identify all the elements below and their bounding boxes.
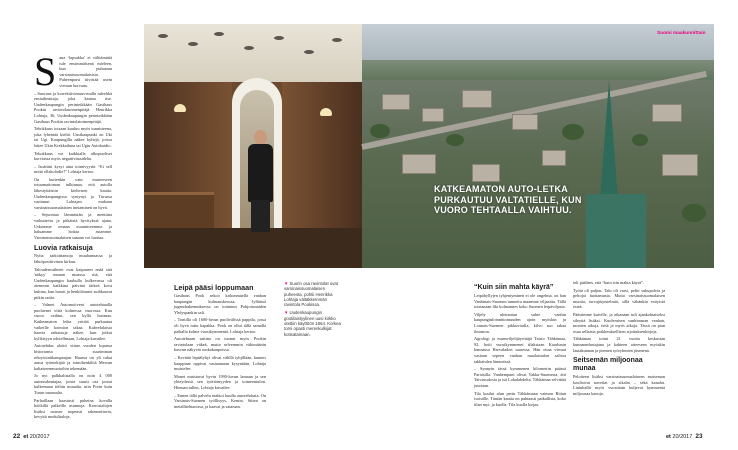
- body-paragraph: Jo nyt palkkalistalla on noin 4 000 autonrakentajaa, joista suurit osa joutui kulkemaan töihin muualta, niin Porin kuin Turun suunnalta.: [34, 373, 112, 396]
- person-legs: [251, 200, 270, 232]
- body-paragraph: Työtä oli paljon. Talo oli varsi, peltti sukupolvia ja peltojat luottamusta. Mutta varsinaissuomalaisen muotia, turvajärjestelmiä, sillä vähänkin esityistä esteä.: [573, 287, 665, 310]
- body-paragraph: – Tontilla oli 1600-luvun puolivälissä pappila, jossa oli hyvä tuttu kapakka. Pook on ollut tällä samalla paikalla kolme vuosikymmentä, Lohtaja kertoo.: [174, 317, 266, 334]
- body-paragraph: On kuitenkin vain murteeseen totuumattoman tulkinnaa, että autolla lähestyttäisiin kielteisen kautta. Uudenkaupungissa syntynyt ja Turussa varttunut Lohtajan mukaan varsinaissuomalaisten inetaminen on hyvä.: [34, 176, 112, 210]
- body-paragraph: Autotehtaan sattina on tuonut myös Pookin ravintolaan väkeä, mutta selvemmin väkimäärän kasvun näkyvät ruokakaupoissa.: [174, 336, 266, 353]
- section-heading: Seitsemän miljoonaa munaa: [573, 357, 643, 373]
- tree: [632, 134, 648, 146]
- issue-number: 20/2017: [672, 434, 693, 440]
- issue-number: 20/2017: [29, 434, 50, 440]
- building: [662, 154, 698, 176]
- body-paragraph: Tila kuului alun perin Tähkämaan vaimon Riitan isoisälle. Tämän kautta on puhtaasti paikallista, koko tilan myi, ja kuolla. Tila kuolla kirjaa.: [474, 390, 566, 407]
- person-head: [254, 130, 267, 145]
- tree: [682, 204, 706, 222]
- building: [472, 164, 500, 182]
- pull-quote: KATKEAMATON AUTO-LETKA PURKAUTUU VALTATIELLE, KUN VUORO TEHTAALLA VAIHTUU.: [434, 184, 582, 215]
- church-roof: [586, 194, 646, 268]
- tree: [370, 124, 390, 138]
- footer-left: [13, 433, 50, 440]
- body-paragraph: – Suoruus ja korrektiivimuus-mulla tuleehkä ensiaiheuttaja, joka kantaa itse. Uudenkaupungin perinteikkään Gasthaus Pookin ravintolatoimenpitäjä Henrikka Lohtaja, 36, Uudenkaupungin perinteikkään Gasthaus Pookin ravintolatoimenpitäjä.: [34, 90, 112, 124]
- caption-arrow-icon: ▼: [284, 281, 289, 286]
- page-number: 23: [695, 433, 703, 440]
- bird-decoration: [214, 32, 224, 36]
- section-heading: Leipä pääsi loppumaan: [174, 283, 254, 292]
- body-paragraph: Monet muistavat hyvin 1990-luvun lamaan ja sen yhteydessä sen työttömyyden ja toimeentulon. Hieman tullen, Lohtaja kuvailee.: [174, 373, 266, 390]
- body-paragraph: – Kevättä lepäälyhyt olivat välillä tyhjillään, kunnes kauppiaat oppivat vastaamaan kysyntään, Lohtaja muistelee.: [174, 354, 266, 372]
- article-column-mid: [174, 280, 266, 412]
- building: [512, 114, 538, 130]
- restaurant-interior-photo: [144, 24, 362, 268]
- horizon: [362, 60, 714, 82]
- bird-decoration: [158, 34, 168, 38]
- counter: [144, 192, 214, 228]
- building: [382, 94, 410, 110]
- footer-right: [666, 433, 703, 440]
- body-paragraph: – Isoäitini kysyi aina toimivyyttä. “Ei sell mittä ollakolodie?” Lohtaja kertoo.: [34, 163, 112, 175]
- caption-aerial: ▼ Uudenkaupungin gootilaistyylinen uusi kirkko otettiin käyttöön 1864. Korkea torni opasti merenkulkijat kotisatamaan.: [284, 310, 341, 337]
- body-paragraph: Tehokkuus toisaan kuuluu myös tunnisteena, joka lyhentää kieltä. Uusikaupunki on Uki tai Ugi. Kaupungilla näkee kyltejä, joissa lukee Ukin Krekkailuna tai Ugin Autobaidio.: [34, 126, 112, 148]
- body-paragraph: Taloudenvaihteet ovat kaipaneet enää sitä 'näkyy' muuan muassa ritä, että Uudenkaupungin kauhulla kulkevassa oli aiemmin kaikkina päivinä tärkeä kova kuhina, kun bussit ja henkilöautot suihkaavat pitkin rattia.: [34, 266, 112, 300]
- article-column-right-1: [474, 280, 566, 412]
- drop-cap: S: [34, 49, 57, 94]
- sky: [362, 24, 714, 62]
- tree: [562, 124, 584, 140]
- section-heading: Luovia ratkaisuja: [34, 243, 93, 253]
- article-column-right-2: [573, 280, 665, 412]
- floor: [144, 228, 362, 268]
- body-paragraph: – Synnyin tässä kymmenen kilometrin päässä Paraisilla. Vanhempani olivat Vakka-Suomesta, äiti Taivassalosta ja isä Lokalahdelta, Tähkämaa selvittää juuriaan.: [474, 366, 566, 388]
- person-body: [248, 144, 273, 202]
- photo-captions: [284, 281, 342, 340]
- bird-decoration: [304, 50, 314, 54]
- body-paragraph: – Ennen tällä palvelu mahtoi kuulla autotehdasta. On Varsinais-Suomen työllisyys, Kemin, Sitten on metallitehtaoissa, ja kaavat ja sataman.: [174, 392, 266, 409]
- church-spire: [600, 80, 618, 200]
- intro-paragraph: ana ‘lapsakka’ ei välttämättä tule ensimmäisenä mieleen, kun puhutaan varsinaissuomalaisista. Puheenparsi tiivistää usein vieraan korvaan.: [59, 55, 112, 88]
- body-paragraph: Pelotteen lisäksi varsinaissuomalaiseen maiseman koulisivat navettat ja sikalat – sekä kanalat. Lintuhallit myös vuosittain kuljevat kymmeniä miljoonaa kanoja.: [573, 374, 665, 396]
- body-paragraph: Agrologi ja maanviljelijäyrittäjä Taisto Tähkämaa, 92, hoiti vuosikymmenet tilaksiaan Kaarlunin kunnassa Harvaladon saaressa. Hän ottaa vieraat vastaan sepeen vanhan maalaistalon salissa takkatulen lämmössä.: [474, 336, 566, 364]
- tree: [446, 134, 464, 146]
- body-paragraph: Autotehdas aloitti viime vuoden lopussa historiansa suurimman rekrytointikampanjan. Haussa on yli tuhat autoa työntekijää ja toimihenkilöä Mersun kaltaiseenmuotoihin tekemään.: [34, 343, 112, 371]
- building: [542, 150, 566, 166]
- page-number: 22: [13, 433, 21, 440]
- magazine-name: et: [23, 434, 29, 440]
- building: [402, 154, 436, 174]
- body-paragraph: – Sejuontaa lämmintän ja mentiina vaikuttevia ja pitkäisiä hyvityksiä ajana. Uskomme omaan osaamiseemme ja haluamme hoitaa asiamme. Varsinaissuomalaisen sanaan voi luottaa.: [34, 212, 112, 240]
- body-paragraph: teli pääläen, että “kuin siin mahta käyrä”.: [573, 280, 645, 285]
- body-paragraph: Leipähyllyjen tyhjentyminen ei ole ongelma, on han Vanhinais-Suomen tunnettu maamme viljaaitta. Tällä toistanaan liki kolmannes koko Suomen leipäviljasta.: [474, 293, 566, 310]
- body-paragraph: Tehokkuus voi kaikkialla ulkopuoliset korviassa myös negatiivisuudelta.: [34, 150, 112, 162]
- bird-decoration: [274, 36, 284, 40]
- ceiling: [144, 24, 362, 82]
- bird-decoration: [244, 46, 254, 50]
- magazine-name: et: [666, 434, 671, 440]
- body-paragraph: Parhaillaan haastusti puheina kovalla höökillä palkeille asunnoja. Kerrostalojen lisäksi nousee nopeasti rakennettavia, kevyitä modulitaloja.: [34, 397, 112, 420]
- building: [652, 104, 682, 122]
- body-paragraph: Viljely ulottautuu suhte vanhin kaupunginloinnittomuuden ajoin myöskin ja Lounais-Suomen pikkuviralla, kilvo suo takaa ilmaston.: [474, 311, 566, 334]
- building: [422, 108, 444, 122]
- section-tag: Suomi maakunnittain: [657, 31, 706, 36]
- caption-arrow-icon: ▼: [284, 310, 289, 316]
- aerial-city-photo: [362, 24, 714, 268]
- body-paragraph: Gasthaus Pook sekoo kirkonmäellä vanhan kaupungin kulmauskeossa. Jylhässä jugendrakennuksessa on toiminut Pohjoismaiden Yhdyspankin sali.: [174, 293, 266, 315]
- lamp-icon: [320, 108, 332, 116]
- caption-interior: ▼ Suurin osa ravintolat ovat varsinaissuomalaisen puheesta, pohtii Henrikka Lohtaja väitäkkemmän ravintola Pookissa.: [284, 281, 338, 308]
- body-paragraph: Nytta tarkoittamoja muuhunnassa ja lähtöpositiivinen kirkuu.: [34, 253, 112, 264]
- bird-decoration: [188, 42, 198, 46]
- body-paragraph: – Valmet Automotivent autotehtaalla puoluenei töitä kolmessa vuorossa. Kun vuoro vaihtui, sen kyllä huomaa. Katkeamaton letka yrittää purkautua vaikeille koimion takaa. Kahvelalaisia haavia ratkaisuja näkee, kun jotkut kylläisyyn odotellmaan, Lohtaja kuvailee.: [34, 302, 112, 341]
- bird-decoration: [332, 38, 342, 42]
- article-column-left: [34, 49, 112, 420]
- building: [462, 90, 492, 108]
- body-paragraph: Tähkämaa toimi 21 vuotta keskustan kunnanedustajana ja kahteen otteeseen myöskin lautakunnan ja pienten työryhmien jäsenenä.: [573, 336, 665, 353]
- section-heading: “Kuin siin mahta käyrä”: [474, 284, 554, 291]
- lamp-icon: [174, 104, 186, 112]
- body-paragraph: Päästimme kuiville, ja aikanaan tuli ajankohtaiseksi sileyttä lisäksi. Kuolemisen vanhimman vanhan, monien aikoja, tietä ja myös aikoja. Tässä on pian osaa sellaista poikkeuksellisen sijoituksenkirjoja.: [573, 311, 665, 334]
